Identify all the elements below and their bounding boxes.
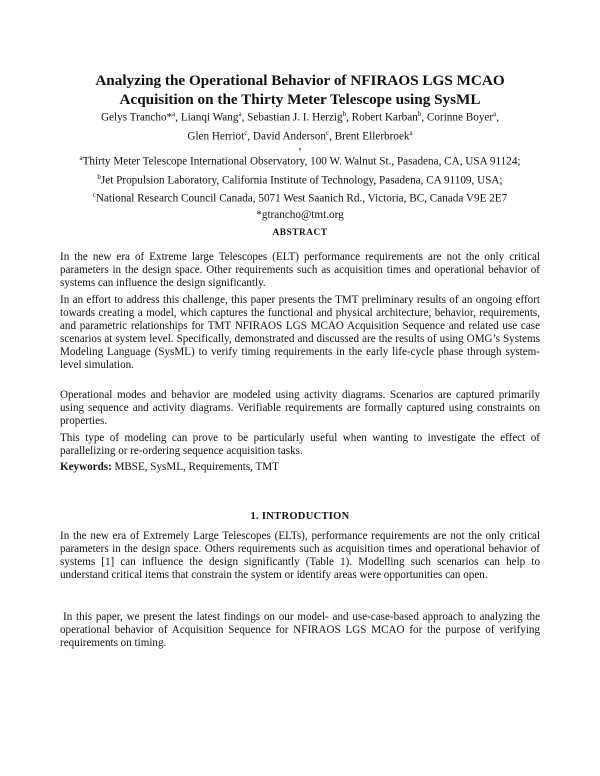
affiliation-stray-comma: , [298,140,302,152]
abstract-paragraph-4: This type of modeling can prove to be particularly useful when wanting to investigate the effect of parallelizing or re-ordering sequence acquisition tasks. [60,432,540,457]
author-affil-mark: a [493,110,497,118]
keywords-list: MBSE, SysML, Requirements, TMT [111,461,279,473]
abstract-heading: ABSTRACT [272,228,328,238]
paper-title [60,71,540,109]
author-affil-mark: a [238,110,242,118]
keywords-label: Keywords: [60,461,112,473]
author-name: , Brent Ellerbroek [329,130,410,143]
keywords [60,461,540,474]
section-heading-introduction: 1. INTRODUCTION [250,511,350,522]
title-line-1: Analyzing the Operational Behavior of NFIRAOS LGS MCAO [95,72,505,89]
affiliation-b [50,170,550,189]
author-affil-mark: a [409,128,413,137]
author-name: , Robert Karban [346,111,418,124]
author-line-1 [60,107,540,126]
affiliation-a [50,151,550,170]
corresponding-email[interactable]: *gtrancho@tmt.org [256,209,344,222]
affil-text-b: Jet Propulsion Laboratory, California Institute of Technology, Pasadena, CA 91109, USA; [100,174,503,187]
introduction-paragraph-2: In this paper, we present the latest findings on our model- and use-case-based approach to analyzing the operational behavior of Acquisition Sequence for NFIRAOS LGS MCAO for the purpose of verifying requirements on timing. [60,611,540,649]
author-affil-mark: c [244,128,248,137]
author-name: Gelys Trancho* [100,111,173,124]
abstract-paragraph-3: Operational modes and behavior are modeled using activity diagrams. Scenarios are captured primarily using sequence and activity diagrams. Verifiable requirements are formally captured using constraints on properties. [60,389,540,427]
affil-mark-b: b [97,172,101,181]
author-name: , Sebastian J. I. Herzig [241,111,343,124]
abstract-paragraph-2: In an effort to address this challenge, this paper presents the TMT preliminary results of an ongoing effort towards creating a model, which captures the functional and physical architecture, behavior, requirements, and parametric relationships for TMT NFIRAOS LGS MCAO Acquisition Sequence and related use case scenarios at system level. Specifically, demonstrated and discussed are the results of using OMG’s Systems Modeling Language (SysML) to verify timing requirements in the early life-cycle phase through system-level simulation. [60,294,540,371]
author-affil-mark: b [342,110,347,118]
author-name: , David Anderson [247,130,326,143]
affiliations [50,142,550,223]
author-name: , Corinne Boyer [421,111,494,124]
author-affil-mark: b [417,110,422,118]
author-affil-mark: a [172,110,176,118]
affil-text-c: National Research Council Canada, 5071 West Saanich Rd., Victoria, BC, Canada V9E 2E7 [95,193,508,206]
affil-mark-a: a [79,154,83,162]
affil-text-a: Thirty Meter Telescope International Observatory, 100 W. Walnut St., Pasadena, CA, USA 91124; [82,155,521,168]
author-separator: , [496,111,500,124]
introduction-paragraph-1: In the new era of Extremely Large Telescopes (ELTs), performance requirements are not the only critical parameters in the design space. Others requirements such as acquisition times and operational behavior of systems [1] can influence the design significantly (Table 1). Modelling such scenarios can help to understand critical items that constrain the system or identify areas were opportunities can open. [60,530,540,581]
abstract-paragraph-1: In the new era of Extreme large Telescopes (ELT) performance requirements are not the only critical parameters in the design space. Other requirements such as acquisition times and operational behavior of systems can influence the design significantly. [60,251,540,289]
affil-mark-c: c [92,191,96,200]
author-list [60,107,540,144]
author-name: , Lianqi Wang [175,111,239,124]
author-name: Glen Herriot [187,130,245,143]
affiliation-c [50,188,550,207]
author-affil-mark: c [325,128,330,137]
title-line-2: Acquisition on the Thirty Meter Telescope using SysML [119,91,481,108]
